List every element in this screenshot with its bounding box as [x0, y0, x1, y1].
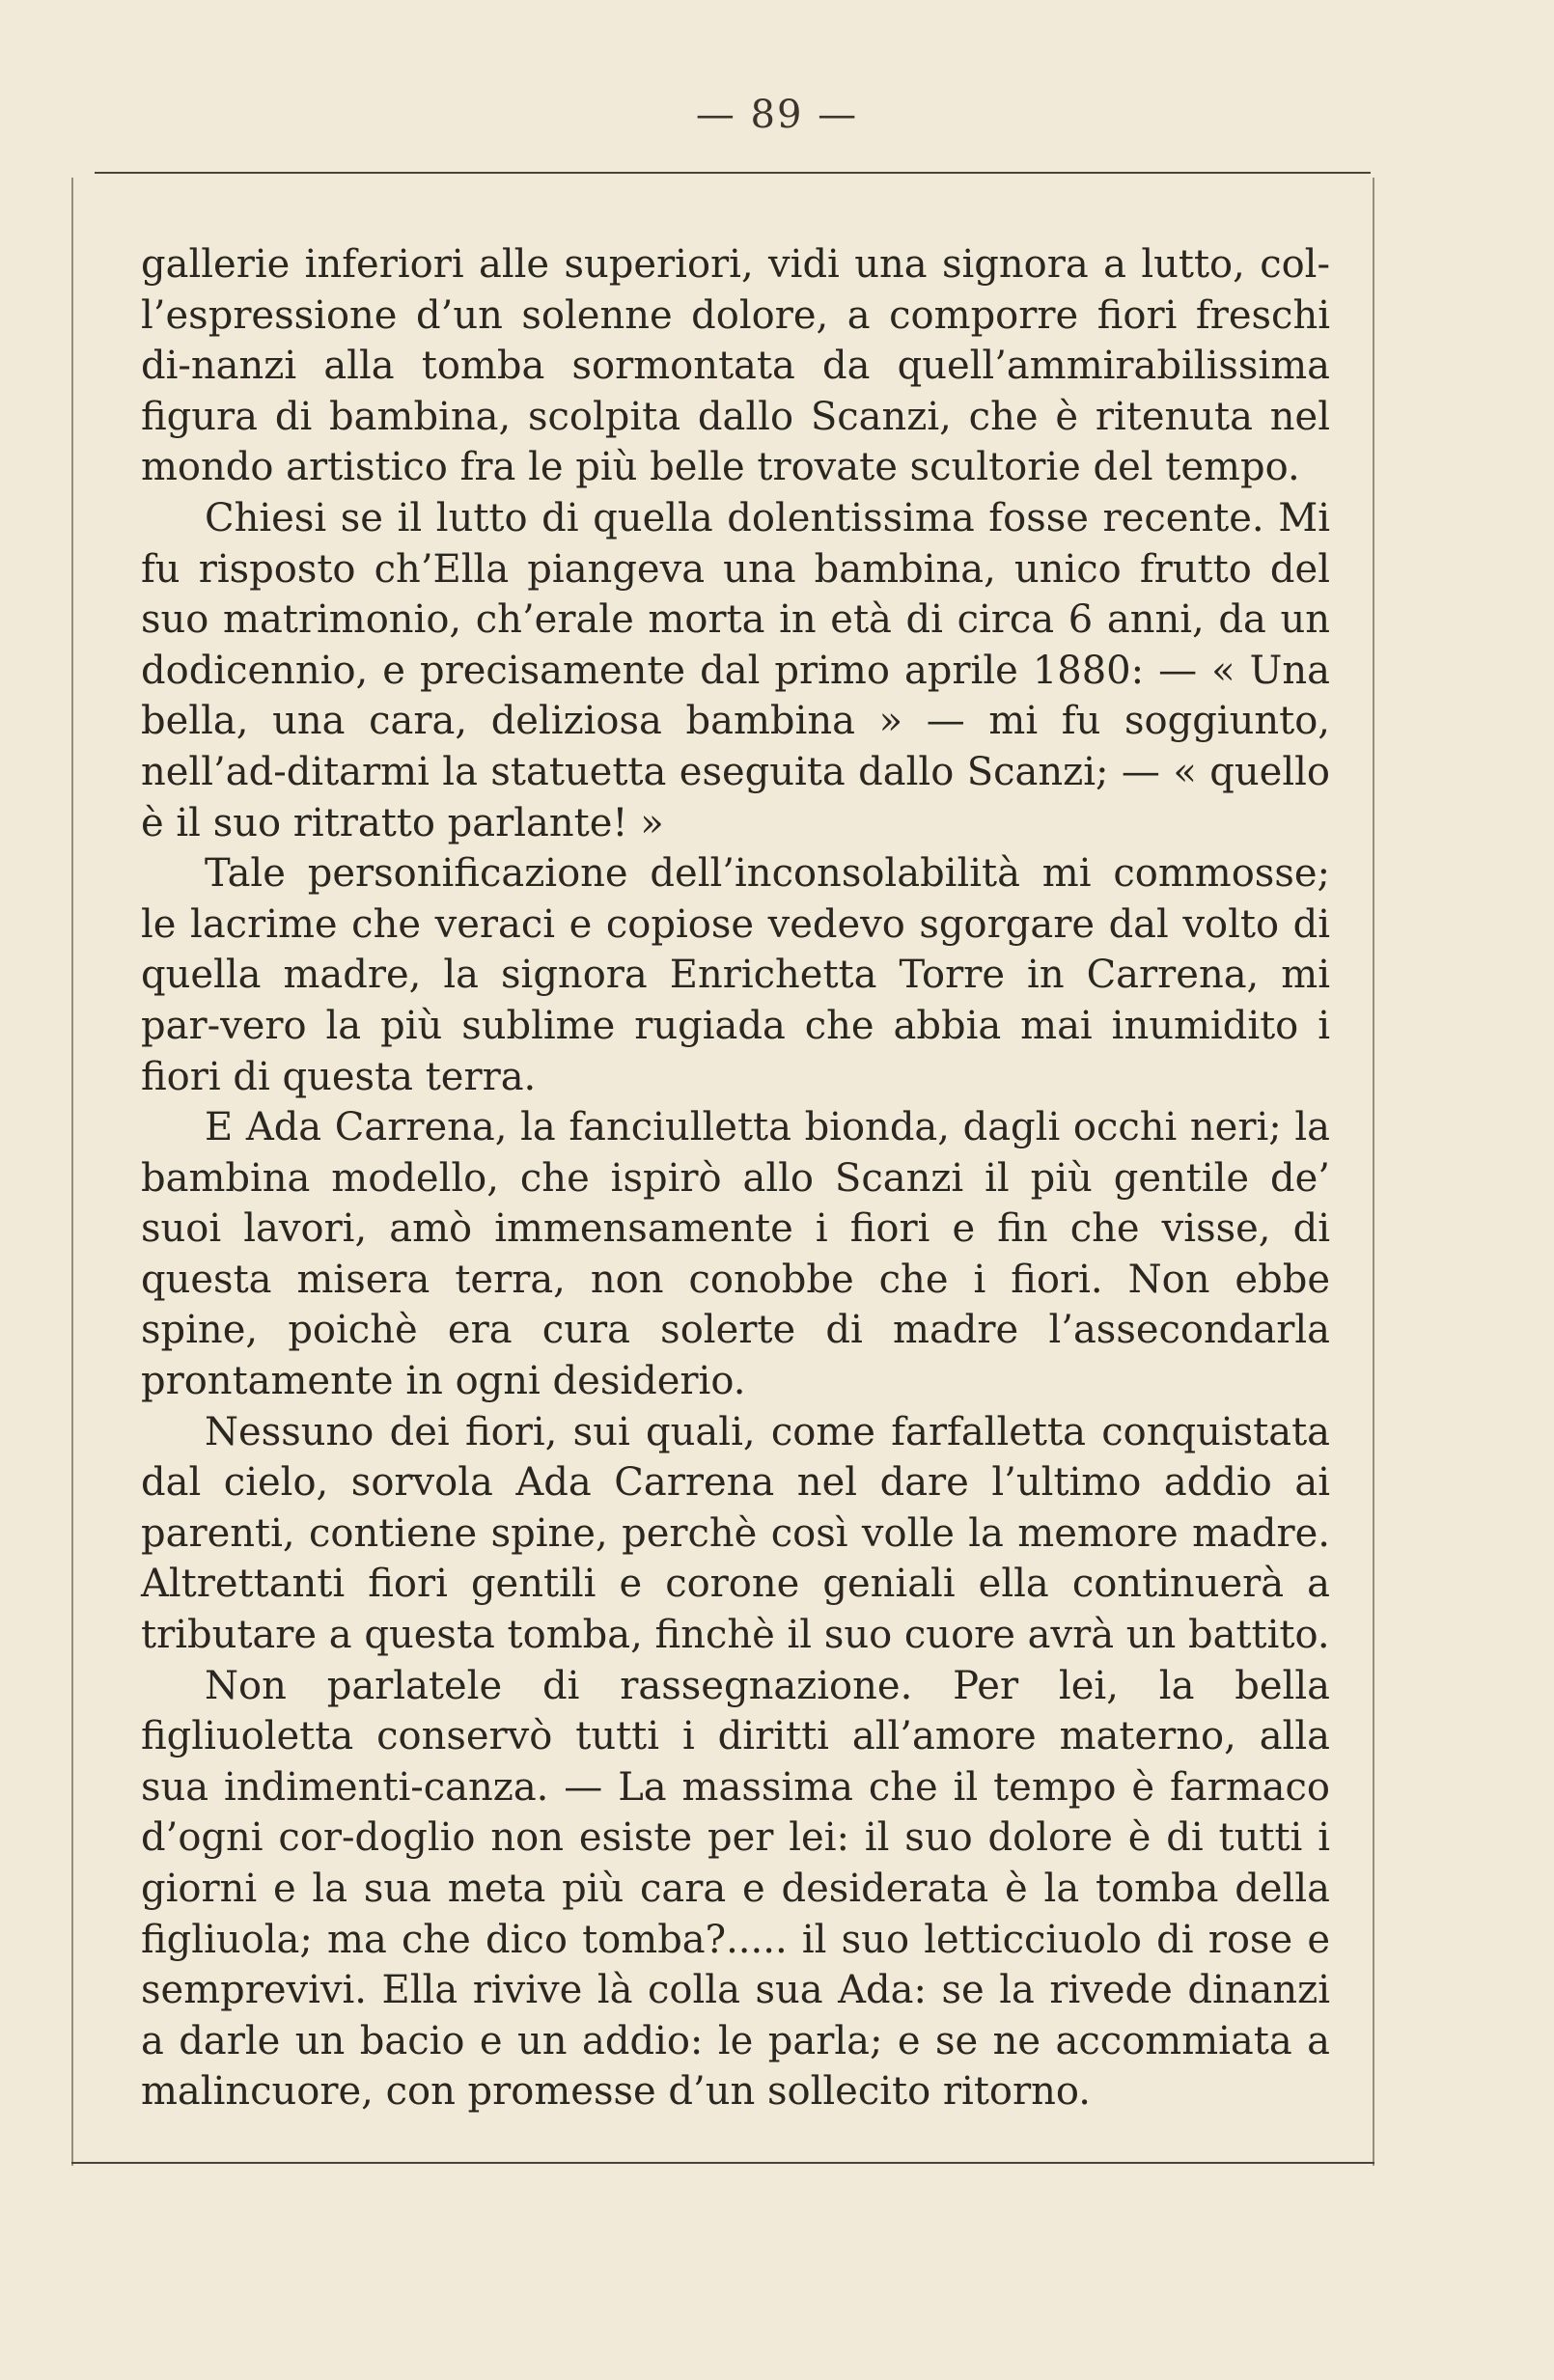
- paragraph-4: E Ada Carrena, la fanciulletta bionda, dagli occhi neri; la bambina modello, che ispirò allo Scanzi il più gentile de’ suoi lavori, amò immensamente i fiori e fin che visse, di questa misera terra, non conobbe che i fiori. Non ebbe spine, poichè era cura solerte di madre l’assecondarla prontamente in ogni desiderio.: [141, 1105, 1330, 1404]
- right-frame-line: [1373, 178, 1374, 2166]
- paragraph-2: Chiesi se il lutto di quella dolentissima fosse recente. Mi fu risposto ch’Ella piangeva una bambina, unico frutto del suo matrimonio, ch’erale morta in età di circa 6 anni, da un dodicennio, e precisamente dal primo aprile 1880: — « Una bella, una cara, deliziosa bambina » — mi fu soggiunto, nell’ad-ditarmi la statuetta eseguita dallo Scanzi; — « quello è il suo ritratto parlante! »: [141, 495, 1330, 845]
- paragraph-5: Nessuno dei fiori, sui quali, come farfalletta conquistata dal cielo, sorvola Ada Carrena nel dare l’ultimo addio ai parenti, contiene spine, perchè così volle la memore madre. Altrettanti fiori gentili e corone geniali ella continuerà a tributare a questa tomba, finchè il suo cuore avrà un battito.: [141, 1409, 1330, 1658]
- top-rule: [95, 172, 1371, 174]
- left-frame-line: [71, 178, 73, 2166]
- page-number: — 89 —: [695, 93, 859, 137]
- paragraph-6: Non parlatele di rassegnazione. Per lei, la bella figliuoletta conservò tutti i diritti all’amore materno, alla sua indimenti-canza. — La massima che il tempo è farmaco d’ogni cor-doglio non esiste per lei: il suo dolore è di tutti i giorni e la sua meta più cara e desiderata è la tomba della figliuola; ma che dico tomba?..... il suo letticciuolo di rose e semprevivi. Ella rivive là colla sua Ada: se la rivede dinanzi a darle un bacio e un addio: le parla; e se ne accommiata a malincuore, con promesse d’un sollecito ritorno.: [141, 1663, 1330, 2115]
- paragraph-3: Tale personificazione dell’inconsolabilità mi commosse; le lacrime che veraci e copiose vedevo sgorgare dal volto di quella madre, la signora Enrichetta Torre in Carrena, mi par-vero la più sublime rugiada che abbia mai inumidito i fiori di questa terra.: [141, 851, 1330, 1099]
- body-text: [141, 239, 1330, 2117]
- paragraph-1: gallerie inferiori alle superiori, vidi una signora a lutto, col-l’espressione d’un solenne dolore, a comporre fiori freschi di-nanzi alla tomba sormontata da quell’ammirabilissima figura di bambina, scolpita dallo Scanzi, che è ritenuta nel mondo artistico fra le più belle trovate scultorie del tempo.: [141, 242, 1330, 490]
- bottom-rule: [71, 2162, 1374, 2164]
